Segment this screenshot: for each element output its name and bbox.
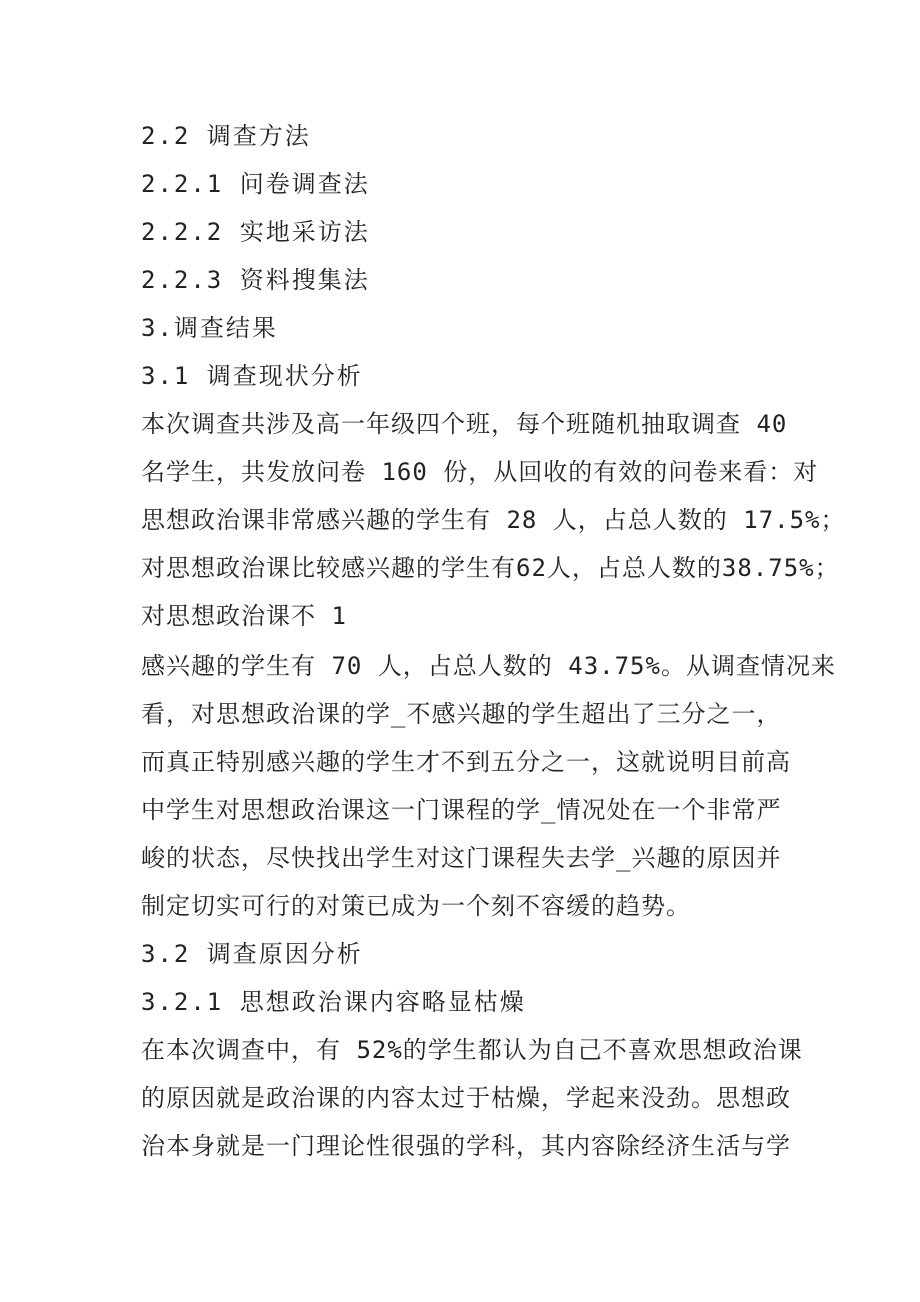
body-text-line: 而真正特别感兴趣的学生才不到五分之一，这就说明目前高 — [141, 748, 791, 776]
body-text-line: 感兴趣的学生有 70 人，占总人数的 43.75%。从调查情况来 — [141, 652, 836, 680]
heading-3: 3.调查结果 — [141, 314, 278, 342]
heading-3-1: 3.1 调查现状分析 — [141, 362, 363, 390]
body-text-line: 在本次调查中，有 52%的学生都认为自己不喜欢思想政治课 — [141, 1036, 803, 1064]
body-text-line: 对思想政治课不 1 — [141, 602, 347, 630]
body-text-line: 对思想政治课比较感兴趣的学生有62人，占总人数的38.75%； — [141, 554, 840, 582]
body-text-line: 制定切实可行的对策已成为一个刻不容缓的趋势。 — [141, 892, 691, 920]
heading-2-2: 2.2 调查方法 — [141, 122, 311, 150]
body-text-line: 的原因就是政治课的内容太过于枯燥，学起来没劲。思想政 — [141, 1084, 791, 1112]
heading-2-2-2: 2.2.2 实地采访法 — [141, 218, 370, 246]
body-text-line: 名学生，共发放问卷 160 份，从回收的有效的问卷来看：对 — [141, 458, 819, 486]
heading-2-2-1: 2.2.1 问卷调查法 — [141, 170, 370, 198]
body-text-line: 中学生对思想政治课这一门课程的学_情况处在一个非常严 — [141, 796, 782, 824]
body-text-line: 治本身就是一门理论性很强的学科，其内容除经济生活与学 — [141, 1132, 791, 1160]
body-text-line: 本次调查共涉及高一年级四个班，每个班随机抽取调查 40 — [141, 410, 788, 438]
body-text-line: 峻的状态，尽快找出学生对这门课程失去学_兴趣的原因并 — [141, 844, 782, 872]
body-text-line: 看，对思想政治课的学_不感兴趣的学生超出了三分之一， — [141, 700, 782, 728]
body-text-line: 思想政治课非常感兴趣的学生有 28 人，占总人数的 17.5%； — [141, 506, 846, 534]
heading-3-2-1: 3.2.1 思想政治课内容略显枯燥 — [141, 988, 526, 1016]
heading-3-2: 3.2 调查原因分析 — [141, 940, 363, 968]
heading-2-2-3: 2.2.3 资料搜集法 — [141, 266, 370, 294]
